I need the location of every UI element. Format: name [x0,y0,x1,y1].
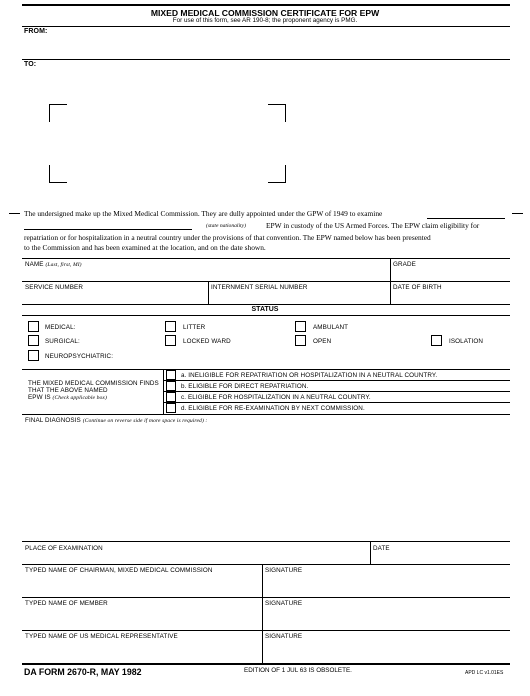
bottom-rule [22,663,510,665]
member-name-field[interactable] [22,598,262,630]
fold-mark [9,213,20,214]
rule [22,414,510,415]
finding-b-checkbox[interactable] [166,381,176,391]
surgical-checkbox[interactable] [28,335,39,346]
chairman-name-field[interactable] [22,565,262,597]
us-rep-signature-field[interactable] [263,631,510,663]
findings-label-1: THE MIXED MEDICAL COMMISSION FINDS [28,380,159,387]
grade-field[interactable] [391,259,510,281]
date-label: DATE [373,545,390,552]
ambulant-label: AMBULANT [313,324,349,331]
rule [22,304,510,305]
surgical-label: SURGICAL: [45,338,80,345]
date-field[interactable] [371,542,510,564]
locked-ward-label: LOCKED WARD [183,338,231,345]
finding-a-checkbox[interactable] [166,370,176,380]
findings-label-2: THAT THE ABOVE NAMED [28,387,108,394]
medical-checkbox[interactable] [28,321,39,332]
chairman-signature-field[interactable] [263,565,510,597]
statement-line-4: to the Commission and has been examined at the location, and on the date shown. [24,243,266,252]
form-subtitle: For use of this form, see AR 190-8; the proponent agency is PMG. [172,17,358,24]
to-address-field[interactable] [51,106,284,181]
name-field[interactable] [22,259,390,281]
status-heading: STATUS [251,306,279,313]
rule [163,402,510,403]
version-label: APD LC v1.01ES [465,670,504,676]
service-number-label: SERVICE NUMBER [25,284,83,291]
internment-serial-label: INTERNMENT SERIAL NUMBER [211,284,308,291]
member-signature-field[interactable] [263,598,510,630]
place-of-examination-field[interactable] [22,542,370,564]
service-number-field[interactable] [22,282,208,304]
isolation-checkbox[interactable] [431,335,442,346]
to-label: TO: [24,61,37,68]
dob-field[interactable] [391,282,510,304]
grade-label: GRADE [393,261,416,268]
findings-epw-is: EPW IS [28,394,51,401]
from-field[interactable] [22,27,510,58]
finding-c-label: c. ELIGIBLE FOR HOSPITALIZATION IN A NEUTRAL COUNTRY. [181,394,371,401]
finding-d-label: d. ELIGIBLE FOR RE-EXAMINATION BY NEXT COMMISSION. [181,405,365,412]
place-of-examination-label: PLACE OF EXAMINATION [25,545,103,552]
form-number: DA FORM 2670-R, MAY 1982 [24,667,142,677]
open-label: OPEN [313,338,332,345]
member-signature-label: SIGNATURE [265,600,303,607]
final-diagnosis-label [25,417,207,424]
form-title: MIXED MEDICAL COMMISSION CERTIFICATE FOR EPW [150,8,380,18]
rule [22,59,510,60]
rule [22,369,510,370]
dob-label: DATE OF BIRTH [393,284,442,291]
rule [22,315,510,316]
us-rep-name-label: TYPED NAME OF US MEDICAL REPRESENTATIVE [25,633,178,640]
litter-label: LITTER [183,324,206,331]
nationality-blank-2[interactable] [24,229,192,230]
chairman-name-label: TYPED NAME OF CHAIRMAN, MIXED MEDICAL COMMISSION [25,567,213,574]
finding-a-label: a. INELIGIBLE FOR REPATRIATION OR HOSPITALIZATION IN A NEUTRAL COUNTRY. [181,372,438,379]
finding-b-label: b. ELIGIBLE FOR DIRECT REPATRIATION. [181,383,309,390]
from-label: FROM: [24,28,48,35]
statement-line-3: repatriation or for hospitalization in a neutral country under the provisions of that convention. The EPW named below has been presented [24,233,431,242]
final-diagnosis-text: FINAL DIAGNOSIS [25,417,81,424]
chairman-signature-label: SIGNATURE [265,567,303,574]
final-diagnosis-field[interactable] [22,426,510,540]
rule [163,380,510,381]
isolation-label: ISOLATION [449,338,484,345]
open-checkbox[interactable] [295,335,306,346]
name-label-text: NAME [25,261,44,268]
findings-hint: (Check applicable box) [52,395,107,401]
us-rep-signature-label: SIGNATURE [265,633,303,640]
medical-label: MEDICAL: [45,324,76,331]
fold-mark [512,213,523,214]
state-nationality-hint: (state nationality) [206,223,246,229]
us-rep-name-field[interactable] [22,631,262,663]
neuropsychiatric-label: NEUROPSYCHIATRIC: [45,353,114,360]
findings-label-3 [28,394,107,401]
name-hint: (Last, first, MI) [45,262,82,268]
litter-checkbox[interactable] [165,321,176,332]
locked-ward-checkbox[interactable] [165,335,176,346]
neuropsychiatric-checkbox[interactable] [28,350,39,361]
statement-line-2: EPW in custody of the US Armed Forces. The EPW claim eligibility for [266,221,480,230]
finding-d-checkbox[interactable] [166,403,176,413]
nationality-blank-1[interactable] [427,218,505,219]
final-diagnosis-hint: (Continue on reverse side if more space is required) : [82,418,208,424]
rule [163,391,510,392]
statement-line-1: The undersigned make up the Mixed Medical Commission. They are dully appointed under the GPW of 1949 to examine [24,209,383,218]
ambulant-checkbox[interactable] [295,321,306,332]
member-name-label: TYPED NAME OF MEMBER [25,600,108,607]
finding-c-checkbox[interactable] [166,392,176,402]
internment-serial-field[interactable] [209,282,390,304]
edition-note: EDITION OF 1 JUL 63 IS OBSOLETE. [244,667,352,674]
top-rule [22,4,510,6]
